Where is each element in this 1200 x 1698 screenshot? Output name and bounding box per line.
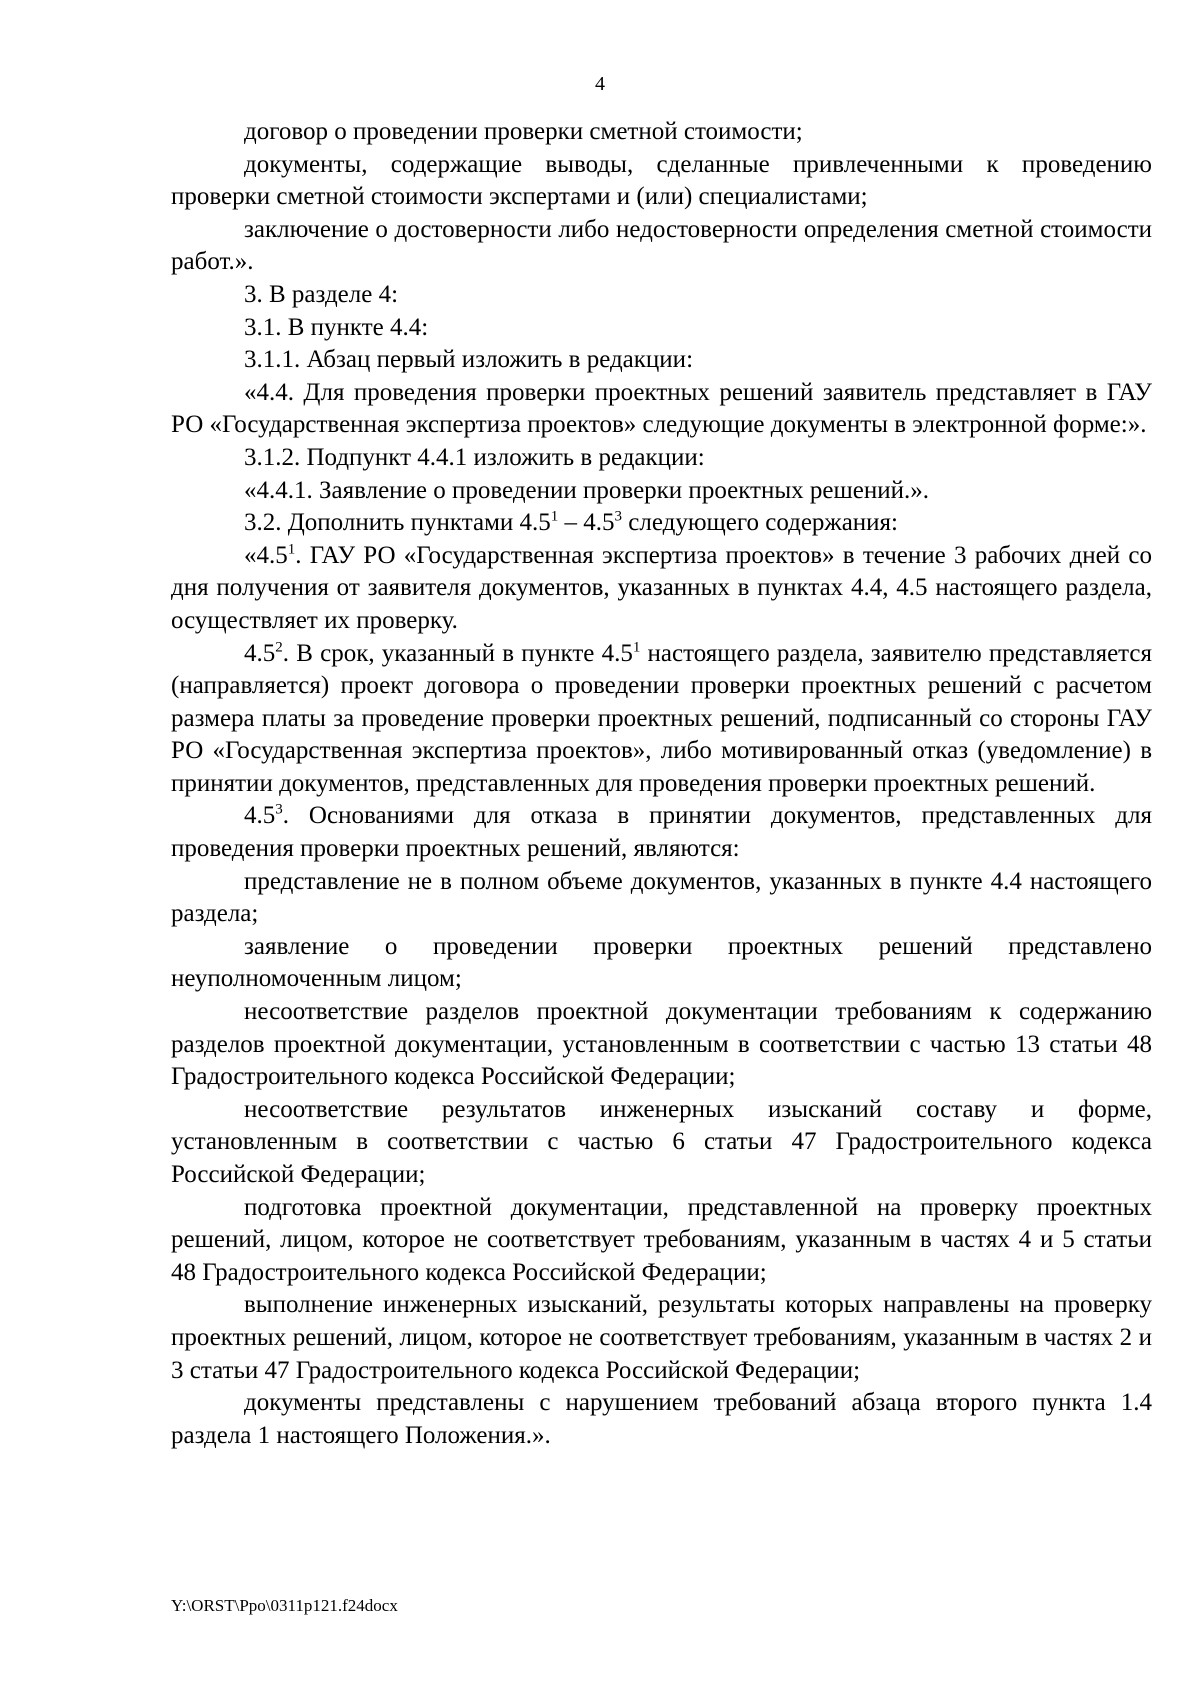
paragraph-15: заявление о проведении проверки проектных решений представлено неуполномоченным лицом;: [171, 932, 1152, 993]
paragraph-2: документы, содержащие выводы, сделанные привлеченными к проведению проверки сметной стоимости экспертами и (или) специалистами;: [171, 150, 1152, 211]
paragraph-17: несоответствие результатов инженерных изысканий составу и форме, установленным в соответствии с частью 6 статьи 47 Градостроительного кодекса Российской Федерации;: [171, 1095, 1152, 1188]
paragraph-18: подготовка проектной документации, представленной на проверку проектных решений, лицом, которое не соответствует требованиям, указанным в частях 4 и 5 статьи 48 Градостроительного кодекса Российской Федерации;: [171, 1193, 1152, 1286]
document-body: [171, 116, 1152, 1452]
paragraph-3: заключение о достоверности либо недостоверности определения сметной стоимости работ.».: [171, 215, 1152, 276]
paragraph-12: $4.5^2$. В срок, указанный в пункте $4.5^1$ настоящего раздела, заявителю представляется (направляется) проект договора о проведении проверки проектных решений с расчетом размера платы за проведение проверки проектных решений, подписанный со стороны ГАУ РО «Государственная экспертиза проектов», либо мотивированный отказ (уведомление) в принятии документов, представленных для проведения проверки проектных решений.: [171, 639, 1152, 797]
paragraph-6: 3.1.1. Абзац первый изложить в редакции:: [244, 346, 694, 374]
paragraph-4: 3. В разделе 4:: [244, 280, 399, 308]
paragraph-16: несоответствие разделов проектной документации требованиям к содержанию разделов проектной документации, установленным в соответствии с частью 13 статьи 48 Градостроительного кодекса Российской Федерации;: [171, 998, 1152, 1091]
footer-file-path: Y:\ORST\Ppo\0311p121.f24docx: [171, 1596, 398, 1615]
paragraph-19: выполнение инженерных изысканий, результаты которых направлены на проверку проектных решений, лицом, которое не соответствует требованиям, указанным в частях 2 и 3 статьи 47 Градостроительного кодекса Российской Федерации;: [171, 1291, 1152, 1384]
page-number: 4: [595, 73, 605, 95]
paragraph-9: «4.4.1. Заявление о проведении проверки проектных решений.».: [244, 476, 929, 504]
paragraph-13: $4.5^3$. Основаниями для отказа в принятии документов, представленных для проведения проверки проектных решений, являются:: [171, 802, 1152, 863]
paragraph-7: «4.4. Для проведения проверки проектных решений заявитель представляет в ГАУ РО «Государственная экспертиза проектов» следующие документы в электронной форме:».: [171, 378, 1152, 439]
paragraph-11: «$4.5^1$. ГАУ РО «Государственная экспертиза проектов» в течение 3 рабочих дней со дня получения от заявителя документов, указанных в пунктах 4.4, 4.5 настоящего раздела, осуществляет их проверку.: [171, 541, 1152, 634]
paragraph-1: договор о проведении проверки сметной стоимости;: [244, 118, 803, 145]
paragraph-10: 3.2. Дополнить пунктами $4.5^1 - 4.5^3$ следующего содержания:: [244, 508, 898, 537]
paragraph-8: 3.1.2. Подпункт 4.4.1 изложить в редакции:: [244, 443, 705, 471]
paragraph-14: представление не в полном объеме документов, указанных в пункте 4.4 настоящего раздела;: [171, 867, 1152, 928]
paragraph-20: документы представлены с нарушением требований абзаца второго пункта 1.4 раздела 1 настоящего Положения.».: [171, 1389, 1152, 1449]
paragraph-5: 3.1. В пункте 4.4:: [244, 313, 429, 341]
